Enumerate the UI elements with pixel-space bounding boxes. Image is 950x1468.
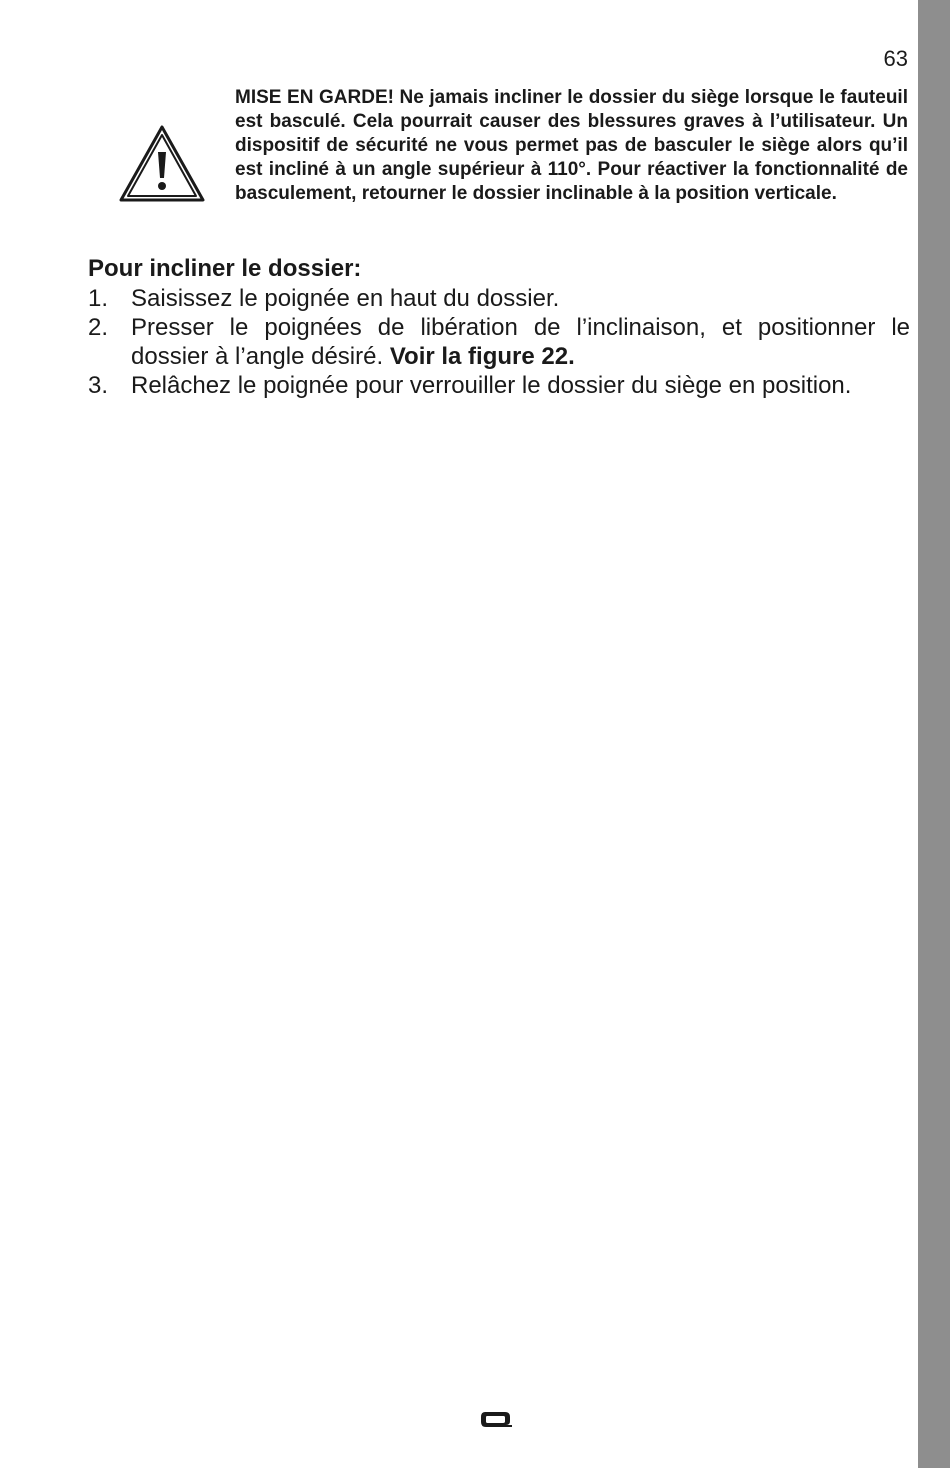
step-number: 1. xyxy=(88,285,109,312)
section-heading: Pour incliner le dossier: xyxy=(88,255,362,282)
warning-text: MISE EN GARDE! Ne jamais incliner le dossier du siège lorsque le fauteuil est basculé. Cela pourrait causer des blessures graves à l’utilisateur. Un dispositif de sécurité ne vous permet pas de basculer le siège alors qu’il est incliné à un angle supérieur à 110°. Pour réactiver la fonctionnalité de basculement, retourner le dossier inclinable à la position verticale. xyxy=(235,87,908,204)
step-body: Relâchez le poignée pour verrouiller le dossier du siège en position. xyxy=(131,372,852,399)
step-text xyxy=(131,371,910,400)
step-text xyxy=(131,313,910,371)
step-text xyxy=(131,284,910,313)
page-number: 63 xyxy=(883,46,908,71)
warning-triangle-icon xyxy=(118,124,206,204)
step-number: 3. xyxy=(88,372,109,399)
step-number: 2. xyxy=(88,314,109,341)
step-item xyxy=(88,371,910,400)
step-item xyxy=(88,284,910,313)
figure-reference: Voir la figure 22. xyxy=(389,343,575,370)
step-item xyxy=(88,313,910,371)
steps-list xyxy=(88,284,910,400)
recline-instructions xyxy=(88,254,910,400)
step-body: Saisissez le poignée en haut du dossier. xyxy=(131,285,560,312)
brand-q-logo-icon xyxy=(478,1410,514,1428)
side-tab xyxy=(918,0,950,1468)
step-body: Presser le poignées de libération de l’inclinaison, et positionner le dossier à l’angle désiré. xyxy=(131,314,910,370)
